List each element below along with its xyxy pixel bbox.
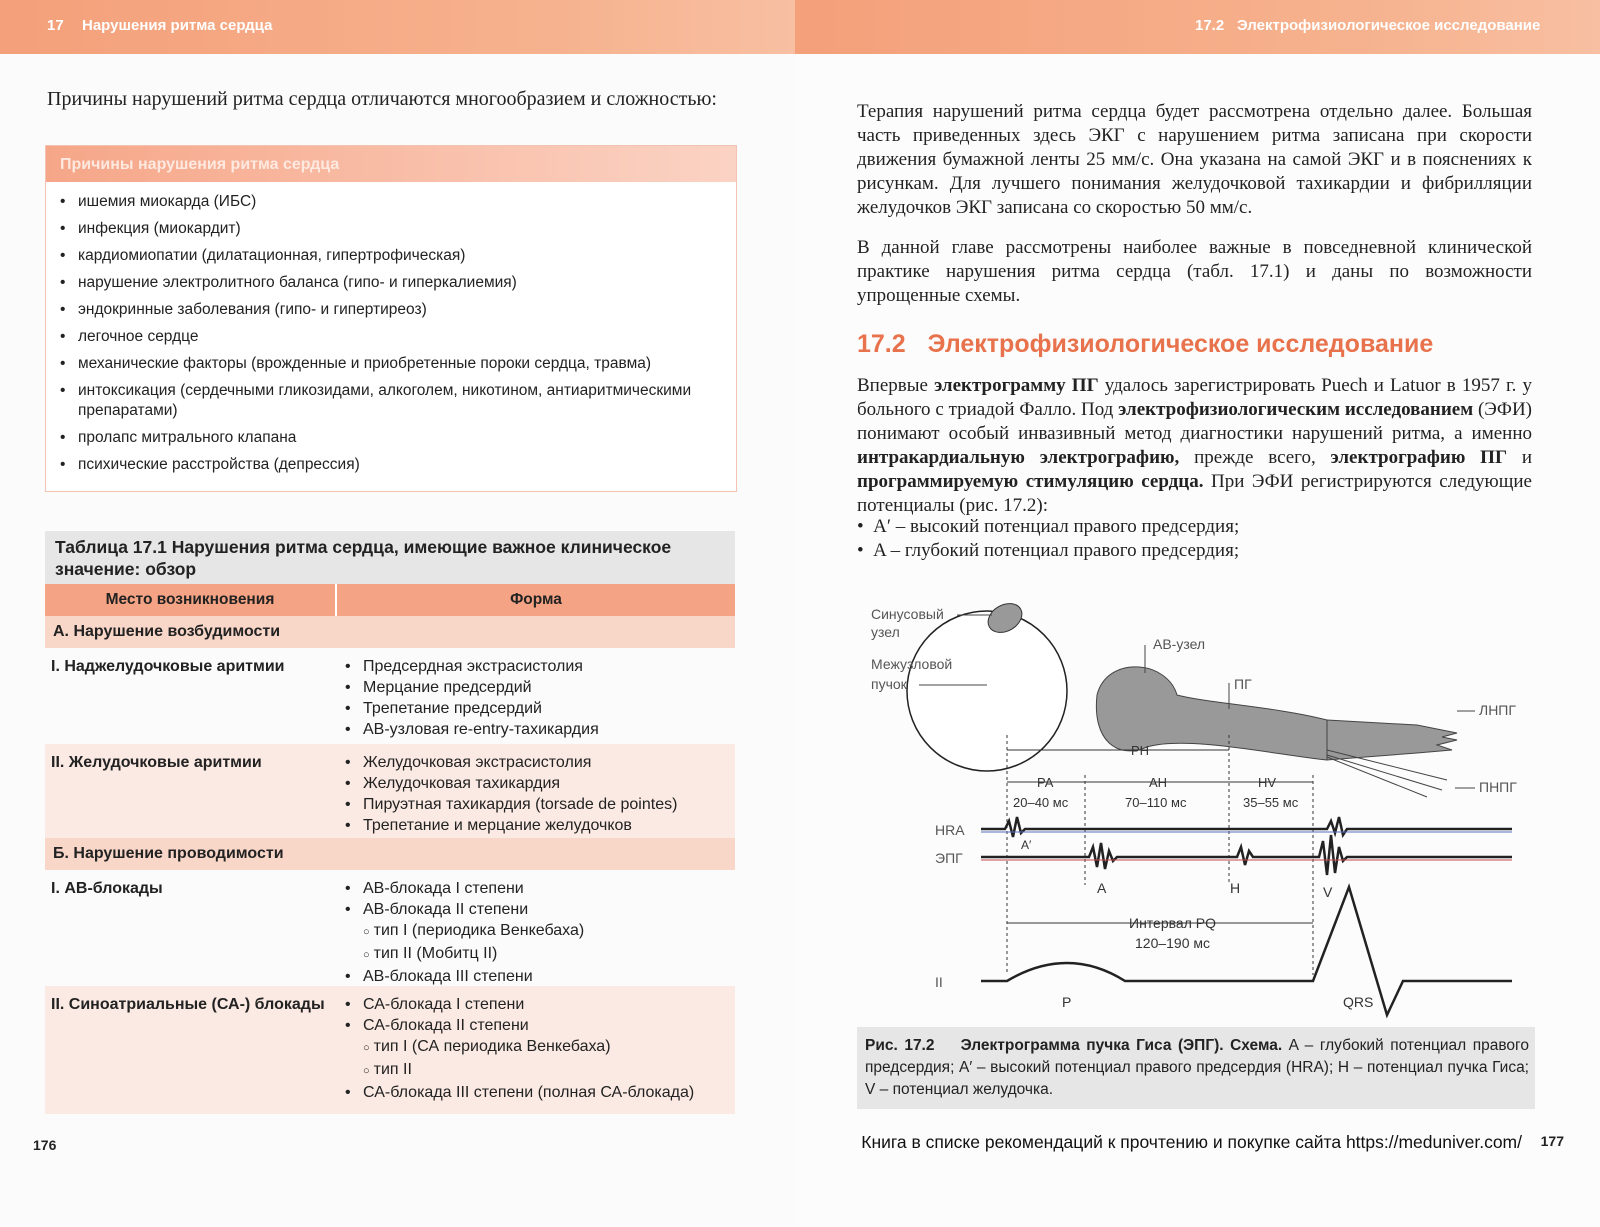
- list-item: • Мерцание предсердий: [341, 677, 735, 698]
- label-pnpg: ПНПГ: [1479, 779, 1517, 795]
- right-page: [795, 0, 1600, 1227]
- section-heading-title: Электрофизиологическое исследование: [927, 330, 1434, 358]
- paragraph-overview: В данной главе рассмотрены наиболее важные в повседневной клинической практике нарушения ритма сердца (табл. 17.1) и даны по возможности упрощенные схемы.: [857, 237, 1532, 306]
- label-ah: AH: [1149, 775, 1168, 790]
- label-epg: ЭПГ: [935, 850, 963, 866]
- label-pa-range: 20–40 мс: [1013, 795, 1069, 810]
- causes-box: [45, 145, 737, 492]
- list-item: • АВ-блокада II степени: [341, 899, 735, 920]
- label-pq-range: 120–190 мс: [1135, 935, 1211, 951]
- list-item: • инфекция (миокардит): [60, 219, 736, 239]
- left-page: [0, 0, 795, 1227]
- label-pq-interval: Интервал PQ: [1129, 915, 1216, 931]
- chapter-number: 17: [47, 17, 64, 34]
- label-internodal-2: пучок: [871, 676, 907, 692]
- list-item: • Желудочковая экстрасистолия: [341, 752, 735, 773]
- list-item: • A – глубокий потенциал правого предсердия;: [857, 540, 1240, 561]
- list-item: • АВ-блокада III степени: [341, 966, 735, 987]
- paragraph-therapy: Терапия нарушений ритма сердца будет рассмотрена отдельно далее. Большая часть приведенных здесь ЭКГ с нарушением ритма записана при скорости движения бумажной ленты 25 мм/с. Она указана на самой ЭКГ и в пояснениях к рисункам. Для лучшего понимания желудочковой тахикардии и фибрилляции желудочков ЭКГ записана со скоростью 50 мм/с.: [857, 101, 1532, 218]
- table-title: Таблица 17.1 Нарушения ритма сердца, имеющие важное клиническое значение: обзор: [45, 531, 735, 584]
- row-label: I. АВ-блокады: [51, 880, 163, 897]
- page-number-left: 176: [33, 1137, 57, 1153]
- paragraph-efi: Впервые электрограмму ПГ удалось зарегистрировать Puech и Latuor в 1957 г. у больного с триадой Фалло. Под электрофизиологическим исследованием (ЭФИ) понимают особый инвазивный метод диагностики нарушений ритма, а именно интракардиальную электрографию, прежде всего, электрографию ПГ и программируемую стимуляцию сердца. При ЭФИ регистрируются следующие потенциалы (рис. 17.2):: [857, 375, 1533, 516]
- watermark-footnote: Книга в списке рекомендаций к прочтению и покупке сайта https://meduniver.com/: [861, 1132, 1522, 1152]
- table-row: [45, 986, 735, 1114]
- section-title-header: Электрофизиологическое исследование: [1237, 17, 1541, 34]
- list-item: • кардиомиопатии (дилатационная, гипертрофическая): [60, 246, 736, 266]
- atrium-circle: [907, 611, 1067, 771]
- list-item: • пролапс митрального клапана: [60, 428, 736, 448]
- list-item: • Желудочковая тахикардия: [341, 773, 735, 794]
- list-item: • интоксикация (сердечными гликозидами, алкоголем, никотином, антиаритмическими препаратами): [60, 381, 736, 421]
- sub-list-item: ○ тип II: [363, 1059, 735, 1082]
- right-running-header: [795, 0, 1600, 54]
- label-a-prime: A′: [1021, 838, 1032, 852]
- list-item: • психические расстройства (депрессия): [60, 455, 736, 475]
- table-row: [45, 870, 735, 986]
- list-item: • ишемия миокарда (ИБС): [60, 192, 736, 212]
- arrhythmia-table: [45, 531, 735, 1114]
- sub-list-item: ○ тип I (СА периодика Венкебаха): [363, 1036, 735, 1059]
- sub-list-item: ○ тип II (Мобитц II): [363, 943, 735, 966]
- lead-ii-trace: [981, 887, 1512, 1015]
- table-row: [45, 744, 735, 838]
- row-label: II. Желудочковые аритмии: [51, 754, 262, 771]
- label-h: H: [1230, 880, 1241, 896]
- label-pg: ПГ: [1234, 676, 1252, 692]
- label-qrs: QRS: [1343, 994, 1374, 1010]
- section-number-header: 17.2: [1195, 17, 1225, 34]
- list-item: • СА-блокада I степени: [341, 994, 735, 1015]
- list-item: • Трепетание и мерцание желудочков: [341, 815, 735, 836]
- label-ph: PH: [1131, 743, 1150, 758]
- list-item: • Трепетание предсердий: [341, 698, 735, 719]
- list-item: • эндокринные заболевания (гипо- и гипертиреоз): [60, 300, 736, 320]
- label-av-node: АВ-узел: [1153, 636, 1206, 652]
- potentials-list: [857, 515, 1239, 563]
- causes-box-title: Причины нарушения ритма сердца: [46, 146, 736, 182]
- label-v: V: [1323, 884, 1333, 900]
- left-running-header: [0, 0, 795, 54]
- label-internodal-1: Межузловой: [871, 656, 953, 672]
- column-header-origin: Место возникновения: [45, 584, 337, 616]
- label-ah-range: 70–110 мс: [1125, 795, 1187, 810]
- table-header: [45, 584, 735, 616]
- list-item: • СА-блокада II степени: [341, 1015, 735, 1036]
- causes-list: [46, 192, 736, 475]
- list-item: • СА-блокада III степени (полная СА-блокада): [341, 1082, 735, 1103]
- label-lnpg: ЛНПГ: [1479, 702, 1516, 718]
- bundle-branches-shape: [1327, 720, 1457, 760]
- list-item: • A′ – высокий потенциал правого предсердия;: [857, 516, 1240, 537]
- page-number-right: 177: [1540, 1133, 1564, 1149]
- list-item: • Предсердная экстрасистолия: [341, 656, 735, 677]
- list-item: • АВ-блокада I степени: [341, 878, 735, 899]
- chapter-title: Нарушения ритма сердца: [82, 17, 273, 34]
- column-header-form: Форма: [510, 591, 562, 608]
- label-lead-ii: II: [935, 974, 943, 990]
- table-row: [45, 648, 735, 744]
- figure-caption: Рис. 17.2 Электрограмма пучка Гиса (ЭПГ). Схема. A – глубокий потенциал правого предсердия; A′ – высокий потенциал правого предсердия (HRA); H – потенциал пучка Гиса; V – потенциал желудочка.: [857, 1027, 1535, 1109]
- list-item: • механические факторы (врожденные и приобретенные пороки сердца, травма): [60, 354, 736, 374]
- list-item: • легочное сердце: [60, 327, 736, 347]
- label-sinus-node-2: узел: [871, 624, 900, 640]
- table-section-a: А. Нарушение возбудимости: [45, 616, 735, 648]
- list-item: • АВ-узловая re-entry-тахикардия: [341, 719, 735, 740]
- label-sinus-node-1: Синусовый: [871, 606, 944, 622]
- section-heading: [857, 330, 1433, 359]
- label-pa: PA: [1037, 775, 1054, 790]
- row-label: II. Синоатриальные (СА-) блокады: [51, 996, 325, 1013]
- label-hv-range: 35–55 мс: [1243, 795, 1299, 810]
- label-hra: HRA: [935, 822, 965, 838]
- list-item: • Пируэтная тахикардия (torsade de pointes): [341, 794, 735, 815]
- table-section-b: Б. Нарушение проводимости: [45, 838, 735, 870]
- list-item: • нарушение электролитного баланса (гипо- и гиперкалиемия): [60, 273, 736, 293]
- label-a: A: [1097, 880, 1107, 896]
- section-heading-number: 17.2: [857, 330, 906, 358]
- epg-trace: [981, 835, 1512, 875]
- label-p: P: [1062, 994, 1072, 1010]
- his-bundle-electrogram-figure: [857, 585, 1537, 1025]
- sub-list-item: ○ тип I (периодика Венкебаха): [363, 920, 735, 943]
- intro-paragraph: Причины нарушений ритма сердца отличаются многообразием и сложностью:: [47, 88, 717, 110]
- label-hv: HV: [1258, 775, 1277, 790]
- hra-trace: [981, 817, 1512, 837]
- row-label: I. Наджелудочковые аритмии: [51, 658, 285, 675]
